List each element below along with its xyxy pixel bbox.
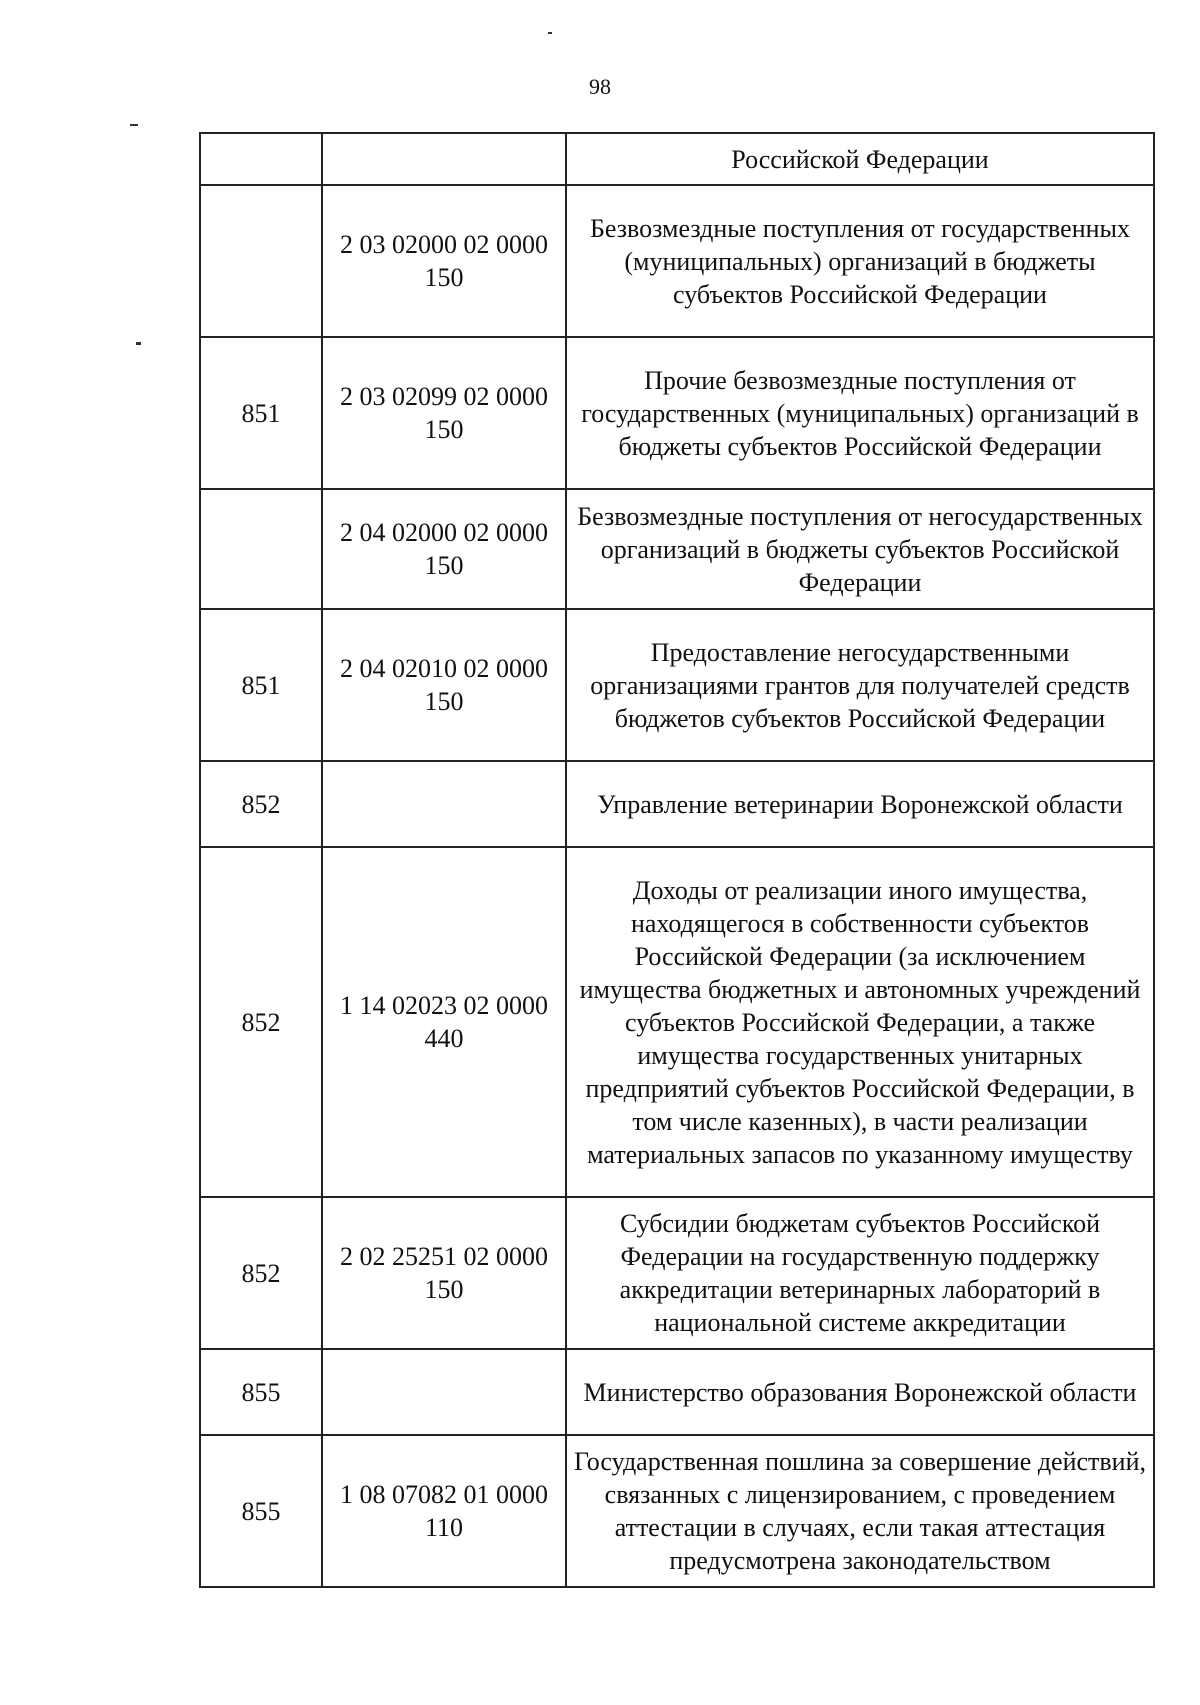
- admin-code-cell: 855: [200, 1349, 322, 1435]
- admin-code-cell: 851: [200, 609, 322, 761]
- admin-code-cell: 855: [200, 1435, 322, 1587]
- table-row: [200, 761, 1154, 847]
- table-row: [200, 185, 1154, 337]
- revenue-name-cell: Предоставление негосударственными организациями грантов для получателей средств бюджетов субъектов Российской Федерации: [566, 609, 1154, 761]
- admin-code-cell: [200, 185, 322, 337]
- revenue-name-cell: Прочие безвозмездные поступления от государственных (муниципальных) организаций в бюджеты субъектов Российской Федерации: [566, 337, 1154, 489]
- page-number: 98: [589, 74, 611, 99]
- scan-speck-left: [130, 124, 138, 126]
- revenue-code-cell: 2 02 25251 02 0000 150: [322, 1197, 566, 1349]
- revenue-name-cell: Доходы от реализации иного имущества, находящегося в собственности субъектов Российской Федерации (за исключением имущества бюджетных и автономных учреждений субъектов Российской Федерации, а также имущества государственных унитарных предприятий субъектов Российской Федерации, в том числе казенных), в части реализации материальных запасов по указанному имуществу: [566, 847, 1154, 1197]
- admin-code-cell: 851: [200, 337, 322, 489]
- scan-speck-left-2: [136, 342, 141, 345]
- revenue-code-cell: [322, 1349, 566, 1435]
- revenue-code-cell: [322, 761, 566, 847]
- table-row: [200, 1435, 1154, 1587]
- table-row: [200, 489, 1154, 609]
- revenue-codes-table: [199, 132, 1155, 1588]
- table-row: [200, 337, 1154, 489]
- revenue-name-cell: Безвозмездные поступления от негосударственных организаций в бюджеты субъектов Российской Федерации: [566, 489, 1154, 609]
- admin-code-cell: [200, 489, 322, 609]
- admin-code-cell: 852: [200, 761, 322, 847]
- table-row: [200, 1349, 1154, 1435]
- revenue-code-cell: 2 03 02099 02 0000 150: [322, 337, 566, 489]
- admin-code-cell: 852: [200, 847, 322, 1197]
- table-row: [200, 133, 1154, 185]
- admin-code-cell: 852: [200, 1197, 322, 1349]
- revenue-code-cell: 2 04 02010 02 0000 150: [322, 609, 566, 761]
- revenue-code-cell: [322, 133, 566, 185]
- revenue-name-cell: Управление ветеринарии Воронежской области: [566, 761, 1154, 847]
- admin-code-cell: [200, 133, 322, 185]
- table-row: [200, 1197, 1154, 1349]
- revenue-name-cell: Российской Федерации: [566, 133, 1154, 185]
- revenue-code-cell: 1 14 02023 02 0000 440: [322, 847, 566, 1197]
- revenue-code-cell: 1 08 07082 01 0000 110: [322, 1435, 566, 1587]
- revenue-name-cell: Субсидии бюджетам субъектов Российской Федерации на государственную поддержку аккредитации ветеринарных лабораторий в национальной системе аккредитации: [566, 1197, 1154, 1349]
- revenue-code-cell: 2 03 02000 02 0000 150: [322, 185, 566, 337]
- table-row: [200, 847, 1154, 1197]
- scan-speck-top: [548, 32, 552, 34]
- revenue-name-cell: Государственная пошлина за совершение действий, связанных с лицензированием, с проведением аттестации в случаях, если такая аттестация предусмотрена законодательством: [566, 1435, 1154, 1587]
- revenue-name-cell: Безвозмездные поступления от государственных (муниципальных) организаций в бюджеты субъектов Российской Федерации: [566, 185, 1154, 337]
- revenue-name-cell: Министерство образования Воронежской области: [566, 1349, 1154, 1435]
- table-row: [200, 609, 1154, 761]
- revenue-code-cell: 2 04 02000 02 0000 150: [322, 489, 566, 609]
